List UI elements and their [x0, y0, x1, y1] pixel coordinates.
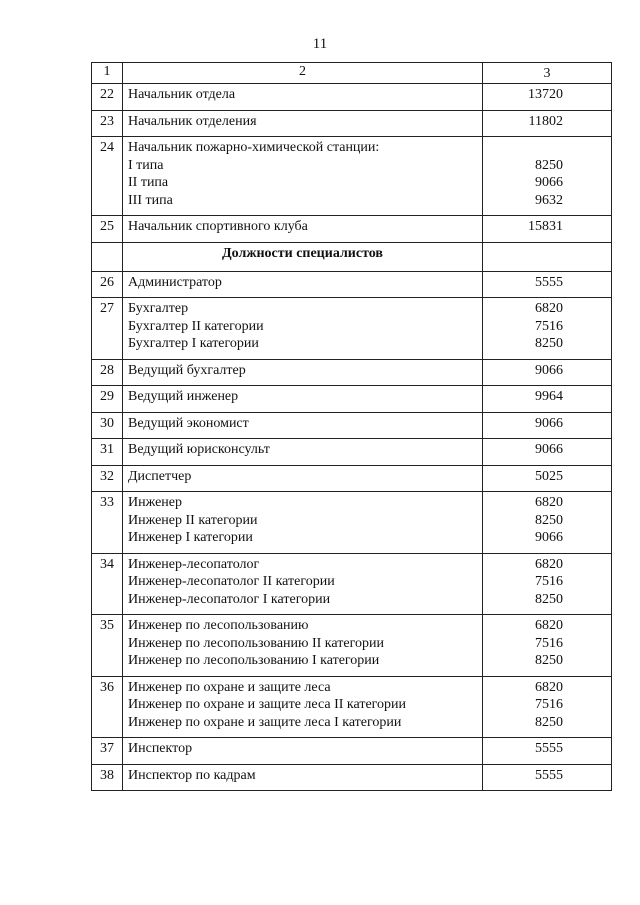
salary-value-cell — [483, 738, 612, 765]
position-name-cell — [123, 738, 483, 765]
salary-value: 6820 — [535, 556, 563, 572]
salary-value-cell — [483, 110, 612, 137]
row-number: 38 — [92, 764, 123, 791]
table-row — [92, 84, 612, 111]
table-row — [92, 738, 612, 765]
table-row — [92, 553, 612, 615]
salary-value: 6820 — [535, 495, 563, 510]
salary-value: 6820 — [535, 301, 563, 316]
table-row — [92, 492, 612, 554]
salary-value: 9066 — [535, 530, 563, 545]
salary-value: 9066 — [535, 415, 563, 431]
position-name: Ведущий экономист — [128, 415, 249, 431]
salary-value: 15831 — [528, 219, 563, 234]
salary-value-cell — [483, 676, 612, 738]
salary-value: 7516 — [535, 635, 563, 651]
table-row — [92, 412, 612, 439]
salary-value-cell — [483, 386, 612, 413]
salary-value: 8250 — [535, 591, 563, 607]
row-number: 31 — [92, 439, 123, 466]
salary-value: 5555 — [535, 274, 563, 290]
position-name: Бухгалтер I категории — [128, 336, 259, 351]
position-name: Инженер по охране и защите леса I категории — [128, 714, 402, 730]
row-number: 22 — [92, 84, 123, 111]
table-row — [92, 439, 612, 466]
position-name: Администратор — [128, 274, 222, 290]
row-number: 24 — [92, 137, 123, 216]
salary-value: 8250 — [535, 336, 563, 351]
salary-value: 6820 — [535, 679, 563, 695]
row-number: 32 — [92, 465, 123, 492]
salary-value: 5025 — [535, 468, 563, 484]
salary-value-cell — [483, 216, 612, 243]
row-number: 36 — [92, 676, 123, 738]
salary-value-cell — [483, 553, 612, 615]
salary-value: 7516 — [535, 318, 563, 334]
table-row — [92, 465, 612, 492]
position-name-cell — [123, 216, 483, 243]
section-title: Должности специалистов — [123, 242, 483, 271]
position-name-cell — [123, 615, 483, 677]
table-row — [92, 615, 612, 677]
position-name: Инженер-лесопатолог I категории — [128, 591, 331, 607]
position-name-cell — [123, 298, 483, 360]
position-name-cell — [123, 465, 483, 492]
salary-value-cell — [483, 492, 612, 554]
salary-value-cell — [483, 465, 612, 492]
position-name: Инженер по охране и защите леса — [128, 679, 331, 695]
section-header-row — [92, 242, 612, 271]
row-number: 29 — [92, 386, 123, 413]
table-row — [92, 386, 612, 413]
position-name: Ведущий юрисконсульт — [128, 442, 270, 457]
row-number: 30 — [92, 412, 123, 439]
position-name: Диспетчер — [128, 468, 192, 484]
position-name: Инженер II категории — [128, 512, 258, 528]
row-number: 35 — [92, 615, 123, 677]
position-name-cell — [123, 110, 483, 137]
position-name: III типа — [128, 192, 173, 208]
salary-value: 9632 — [535, 192, 563, 208]
position-name: Инженер по лесопользованию I категории — [128, 653, 380, 668]
position-name-cell — [123, 412, 483, 439]
salary-value: 9066 — [535, 175, 563, 190]
salary-value: 9964 — [535, 389, 563, 404]
position-name: Инженер-лесопатолог II категории — [128, 574, 335, 589]
row-number: 34 — [92, 553, 123, 615]
row-number: 27 — [92, 298, 123, 360]
table-row — [92, 359, 612, 386]
salary-value: 8250 — [535, 714, 563, 730]
salary-value: 13720 — [528, 87, 563, 102]
position-name-cell — [123, 764, 483, 791]
position-name-cell — [123, 84, 483, 111]
row-number: 33 — [92, 492, 123, 554]
position-name: Начальник отдела — [128, 87, 236, 102]
header-cell-salary: 3 — [483, 63, 612, 84]
position-name-cell — [123, 359, 483, 386]
table-row — [92, 676, 612, 738]
position-name-cell — [123, 386, 483, 413]
table-header-row — [92, 63, 612, 84]
position-name: Инженер — [128, 495, 183, 510]
salary-value: 7516 — [535, 697, 563, 712]
salary-value: 8250 — [535, 157, 563, 173]
page-number: 11 — [312, 36, 328, 52]
row-number: 23 — [92, 110, 123, 137]
row-number: 37 — [92, 738, 123, 765]
position-name: Начальник спортивного клуба — [128, 219, 308, 234]
salary-value-cell — [483, 615, 612, 677]
position-name: Начальник пожарно-химической станции: — [128, 140, 380, 155]
salary-table — [91, 62, 612, 791]
position-name: II типа — [128, 175, 169, 190]
position-name: I типа — [128, 157, 164, 173]
position-name: Инженер по лесопользованию — [128, 618, 309, 633]
salary-value: 5555 — [535, 767, 563, 783]
salary-value-cell — [483, 439, 612, 466]
row-number: 28 — [92, 359, 123, 386]
salary-value-cell — [483, 764, 612, 791]
row-number: 25 — [92, 216, 123, 243]
table-row — [92, 298, 612, 360]
table-row — [92, 137, 612, 216]
salary-value: 7516 — [535, 574, 563, 589]
position-name: Начальник отделения — [128, 113, 257, 129]
position-name: Инженер по лесопользованию II категории — [128, 635, 384, 651]
header-cell-number: 1 — [92, 63, 123, 84]
position-name: Ведущий бухгалтер — [128, 362, 246, 378]
salary-table-body — [92, 63, 612, 791]
section-number-cell — [92, 242, 123, 271]
position-name-cell — [123, 439, 483, 466]
table-row — [92, 764, 612, 791]
salary-value — [483, 139, 563, 157]
salary-value: 9066 — [535, 362, 563, 378]
header-cell-position: 2 — [123, 63, 483, 84]
position-name: Инспектор — [128, 741, 193, 756]
salary-value-cell — [483, 271, 612, 298]
position-name: Бухгалтер — [128, 301, 189, 316]
position-name-cell — [123, 492, 483, 554]
table-row — [92, 216, 612, 243]
table-row — [92, 110, 612, 137]
salary-value: 8250 — [535, 653, 563, 668]
position-name: Инженер-лесопатолог — [128, 556, 260, 572]
salary-value: 8250 — [535, 512, 563, 528]
position-name-cell — [123, 553, 483, 615]
row-number: 26 — [92, 271, 123, 298]
position-name: Инспектор по кадрам — [128, 767, 256, 783]
salary-value-cell — [483, 412, 612, 439]
salary-value: 9066 — [535, 442, 563, 457]
salary-value: 11802 — [528, 113, 563, 129]
position-name-cell — [123, 676, 483, 738]
salary-value-cell — [483, 298, 612, 360]
position-name: Инженер по охране и защите леса II категории — [128, 697, 407, 712]
salary-value: 5555 — [535, 741, 563, 756]
position-name-cell — [123, 271, 483, 298]
salary-value-cell — [483, 359, 612, 386]
salary-value-cell — [483, 137, 612, 216]
salary-value-cell — [483, 84, 612, 111]
position-name-cell — [123, 137, 483, 216]
position-name: Ведущий инженер — [128, 389, 239, 404]
table-row — [92, 271, 612, 298]
position-name: Бухгалтер II категории — [128, 318, 264, 334]
position-name: Инженер I категории — [128, 530, 253, 545]
salary-value: 6820 — [535, 618, 563, 633]
section-value-cell — [483, 242, 612, 271]
